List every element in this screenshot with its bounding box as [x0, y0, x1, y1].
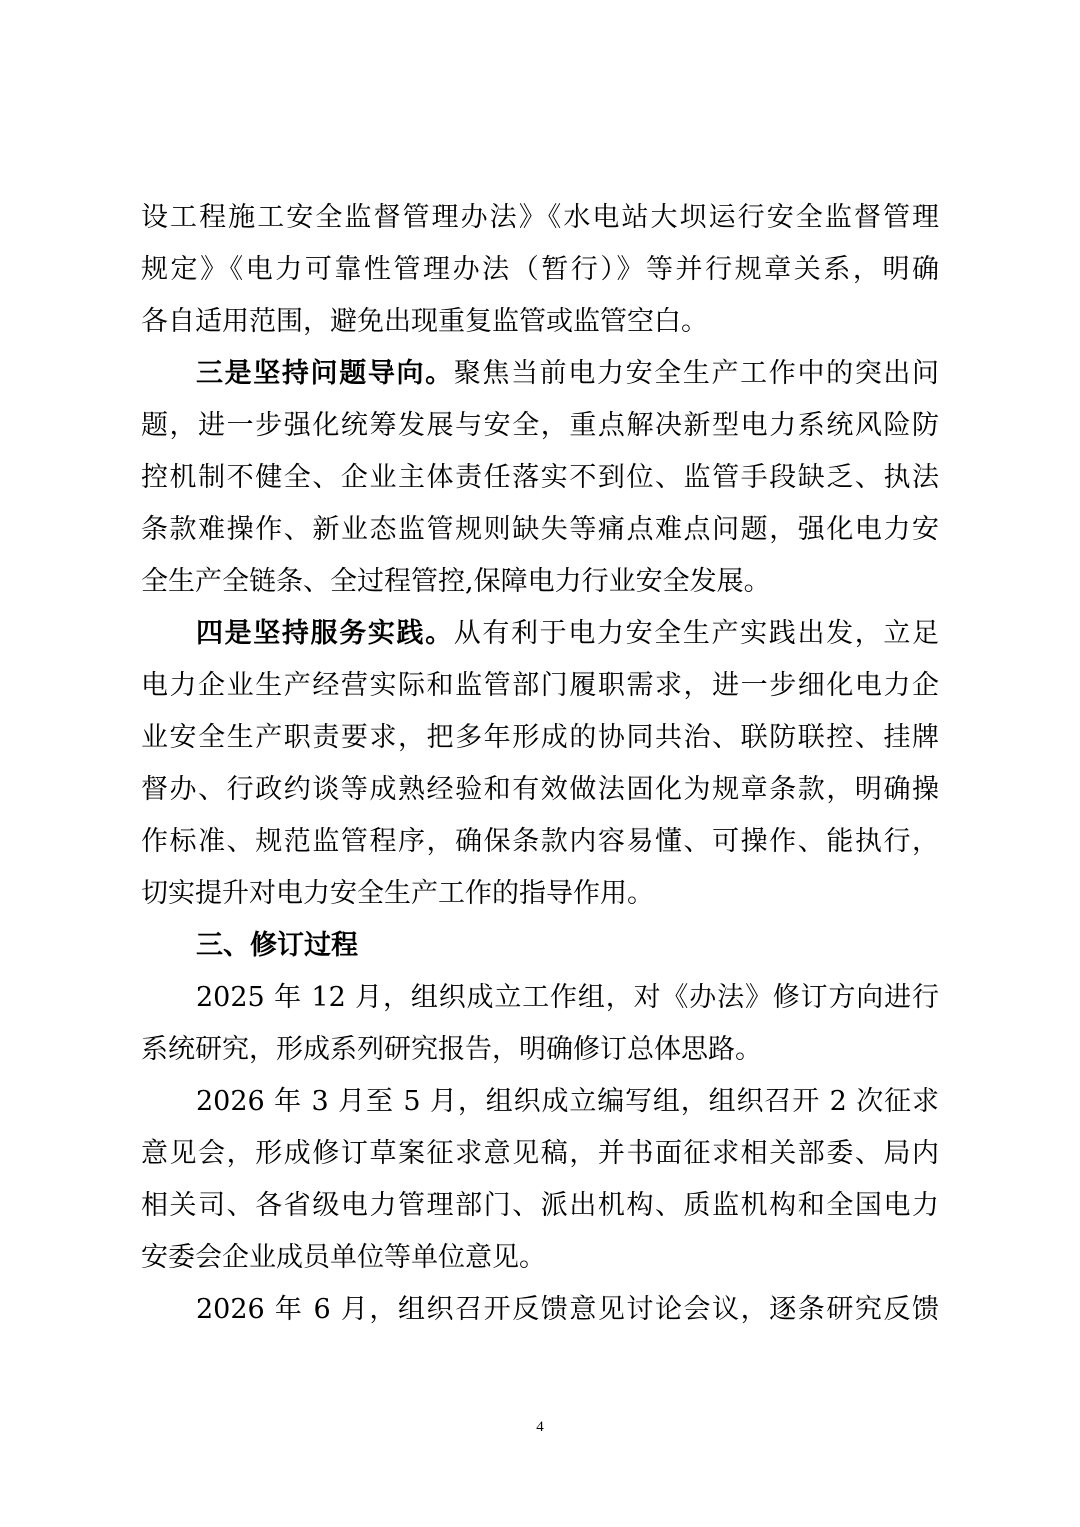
paragraph-line — [141, 1184, 939, 1228]
text-span: 督办、行政约谈等成熟经验和有效做法固化为规章条款，明确操 — [141, 774, 939, 805]
text-span: 2026 年 6 月，组织召开反馈意见讨论会议，逐条研究反馈 — [196, 1294, 939, 1325]
page-number: 4 — [536, 1419, 544, 1435]
paragraph-line — [141, 1236, 939, 1280]
text-span: 2026 年 3 月至 5 月，组织成立编写组，组织召开 2 次征求 — [196, 1086, 939, 1117]
text-span: 聚焦当前电力安全生产工作中的突出问 — [453, 358, 940, 389]
paragraph-line — [141, 404, 939, 448]
heading-text: 三、修订过程 — [196, 930, 358, 961]
paragraph-line — [196, 612, 939, 656]
text-span: 相关司、各省级电力管理部门、派出机构、质监机构和全国电力 — [141, 1190, 939, 1221]
text-span: 控机制不健全、企业主体责任落实不到位、监管手段缺乏、执法 — [141, 462, 939, 493]
text-span: 2025 年 12 月，组织成立工作组，对《办法》修订方向进行 — [196, 982, 939, 1013]
paragraph-line — [141, 716, 939, 760]
text-span: 各自适用范围，避免出现重复监管或监管空白。 — [141, 306, 708, 337]
paragraph-line — [196, 1080, 939, 1124]
paragraph-line — [141, 248, 939, 292]
paragraph-line — [141, 664, 939, 708]
text-span: 系统研究，形成系列研究报告，明确修订总体思路。 — [141, 1034, 762, 1065]
paragraph-line — [141, 300, 939, 344]
text-span: 电力企业生产经营实际和监管部门履职需求，进一步细化电力企 — [141, 670, 939, 701]
paragraph-lead: 四是坚持服务实践。 — [196, 618, 454, 649]
paragraph-line — [196, 1288, 939, 1332]
paragraph-line — [196, 352, 939, 396]
paragraph-line — [141, 768, 939, 812]
paragraph-line — [141, 872, 939, 916]
text-span: 全生产全链条、全过程管控,保障电力行业安全发展。 — [141, 566, 771, 597]
paragraph-line — [141, 456, 939, 500]
text-span: 业安全生产职责要求，把多年形成的协同共治、联防联控、挂牌 — [141, 722, 939, 753]
paragraph-line — [196, 976, 939, 1020]
text-span: 从有利于电力安全生产实践出发，立足 — [453, 618, 940, 649]
paragraph-line — [141, 560, 939, 604]
paragraph-lead: 三是坚持问题导向。 — [196, 358, 454, 389]
paragraph-line — [141, 196, 939, 240]
text-span: 意见会，形成修订草案征求意见稿，并书面征求相关部委、局内 — [141, 1138, 939, 1169]
paragraph-line — [141, 1132, 939, 1176]
text-span: 设工程施工安全监督管理办法》《水电站大坝运行安全监督管理 — [141, 202, 939, 233]
text-span: 切实提升对电力安全生产工作的指导作用。 — [141, 878, 654, 909]
text-span: 条款难操作、新业态监管规则缺失等痛点难点问题，强化电力安 — [141, 514, 939, 545]
text-span: 安委会企业成员单位等单位意见。 — [141, 1242, 546, 1273]
section-heading — [196, 924, 939, 968]
text-span: 作标准、规范监管程序，确保条款内容易懂、可操作、能执行， — [141, 826, 939, 857]
text-span: 题，进一步强化统筹发展与安全，重点解决新型电力系统风险防 — [141, 410, 939, 441]
text-span: 规定》《电力可靠性管理办法（暂行）》等并行规章关系，明确 — [141, 254, 939, 285]
paragraph-line — [141, 508, 939, 552]
paragraph-line — [141, 1028, 939, 1072]
paragraph-line — [141, 820, 939, 864]
